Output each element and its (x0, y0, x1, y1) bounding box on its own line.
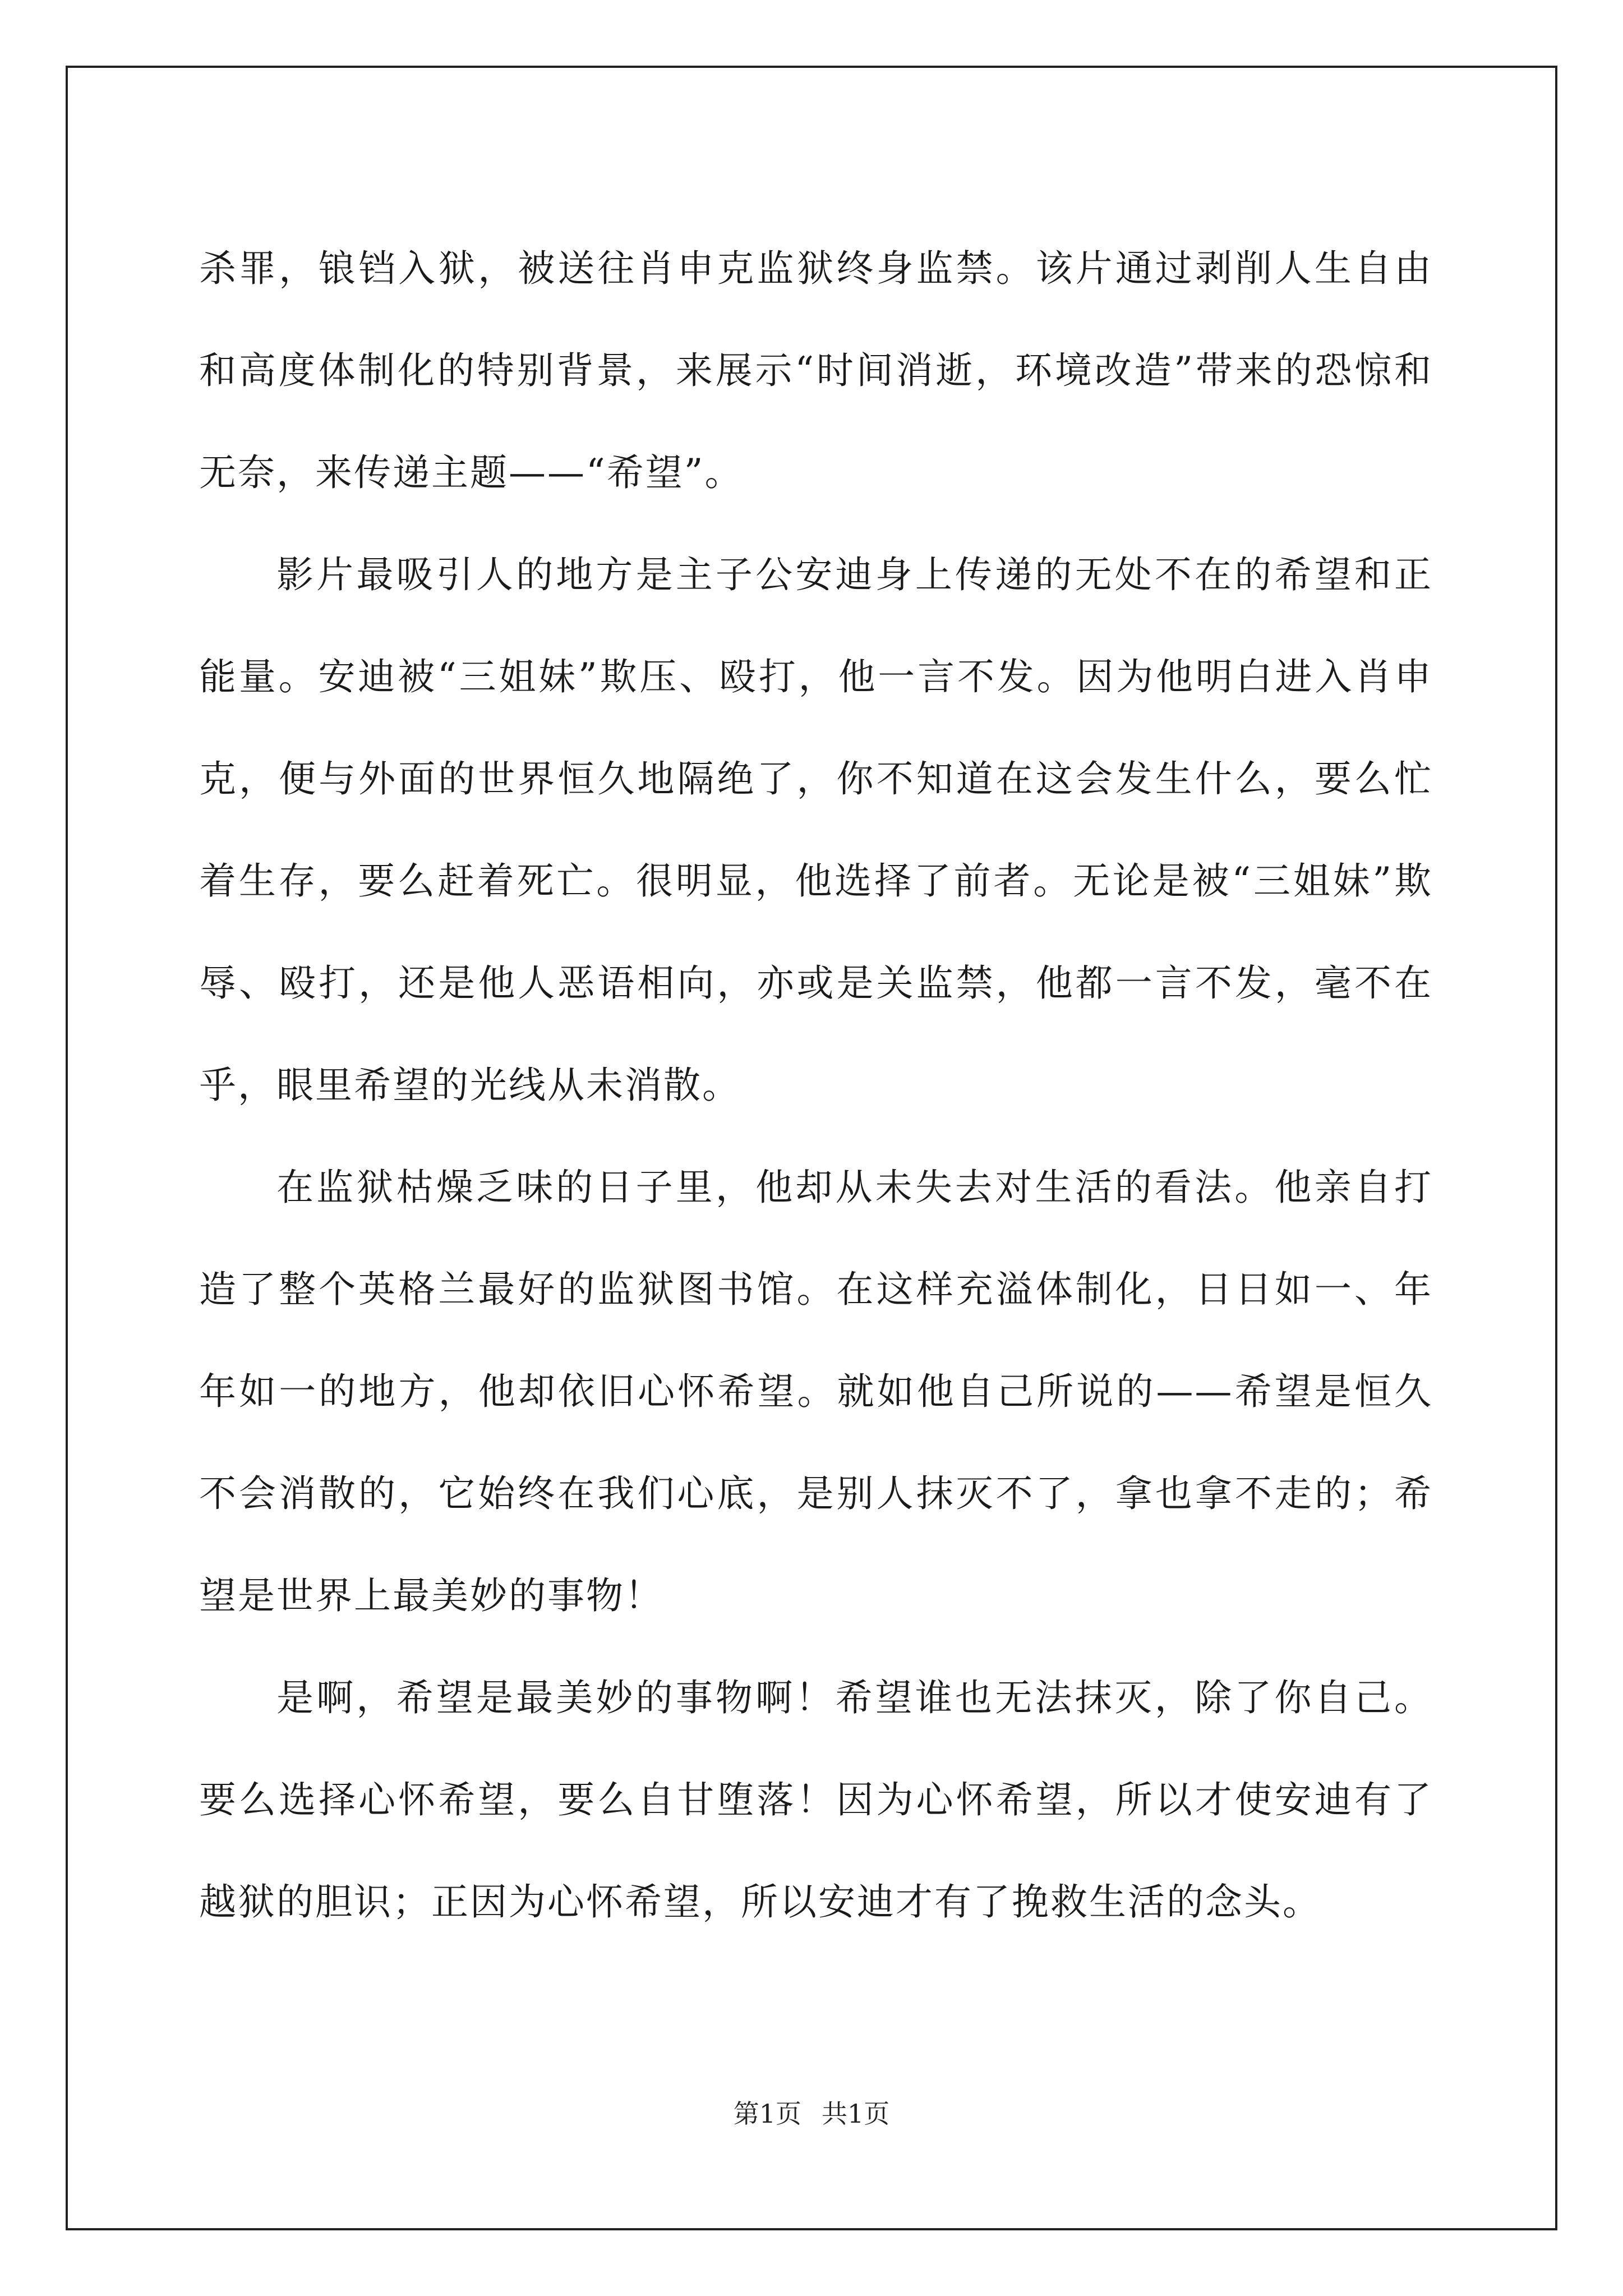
paragraph-4: 是啊，希望是最美妙的事物啊！希望谁也无法抹灭，除了你自己。要么选择心怀希望，要么自甘堕落！因为心怀希望，所以才使安迪有了越狱的胆识；正因为心怀希望，所以安迪才有了挽救生活的念头。 (199, 1676, 1433, 1924)
paragraph-1: 杀罪，锒铛入狱，被送往肖申克监狱终身监禁。该片通过剥削人生自由和高度体制化的特别背景，来展示“时间消逝，环境改造”带来的恐惊和无奈，来传递主题——“希望”。 (199, 247, 1433, 494)
document-body (199, 218, 1433, 1953)
paragraph-3: 在监狱枯燥乏味的日子里，他却从未失去对生活的看法。他亲自打造了整个英格兰最好的监狱图书馆。在这样充溢体制化，日日如一、年年如一的地方，他却依旧心怀希望。就如他自己所说的——希望是恒久不会消散的，它始终在我们心底，是别人抹灭不了，拿也拿不走的；希望是世界上最美妙的事物！ (199, 1166, 1433, 1617)
page-number: 第1页 (733, 2099, 801, 2129)
page-footer (0, 2097, 1623, 2131)
paragraph-2: 影片最吸引人的地方是主子公安迪身上传递的无处不在的希望和正能量。安迪被“三姐妹”欺压、殴打，他一言不发。因为他明白进入肖申克，便与外面的世界恒久地隔绝了，你不知道在这会发生什么，要么忙着生存，要么赶着死亡。很明显，他选择了前者。无论是被“三姐妹”欺辱、殴打，还是他人恶语相向，亦或是关监禁，他都一言不发，毫不在乎，眼里希望的光线从未消散。 (199, 553, 1433, 1107)
page-total: 共1页 (822, 2099, 890, 2129)
